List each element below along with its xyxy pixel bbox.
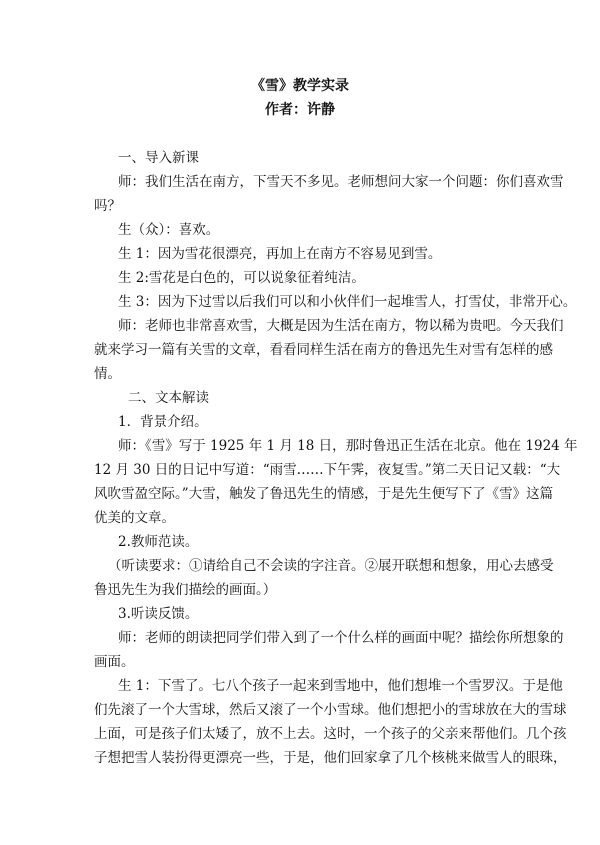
paragraph-line: 生 3：因为下过雪以后我们可以和小伙伴们一起堆雪人，打雪仗，非常开心。 xyxy=(118,294,577,310)
paragraph-line: 师：老师的朗读把同学们带入到了一个什么样的画面中呢？描绘你所想象的 xyxy=(118,630,564,646)
section-heading-intro: 一、导入新课 xyxy=(118,150,199,166)
paragraph-line: 12 月 30 日的日记中写道：“雨雪……下午霁，夜复雪。”第二天日记又载：“大 xyxy=(94,462,561,478)
subheading-background: 1．背景介绍。 xyxy=(118,414,208,430)
paragraph-line: 吗？ xyxy=(94,198,121,214)
paragraph-line: 师：我们生活在南方，下雪天不多见。老师想问大家一个问题：你们喜欢雪 xyxy=(118,174,564,190)
paragraph-line: 优美的文章。 xyxy=(94,510,175,526)
paragraph-line: 画面。 xyxy=(94,654,135,670)
paragraph-line: 风吹雪盈空际。”大雪，触发了鲁迅先生的情感，于是先生便写下了《雪》这篇 xyxy=(94,486,554,502)
paragraph-line: （听读要求：①请给自己不会读的字注音。②展开联想和想象，用心去感受 xyxy=(108,558,554,574)
paragraph-line: 鲁迅先生为我们描绘的画面。） xyxy=(94,582,277,598)
paragraph-line: 上面，可是孩子们太矮了，放不上去。这时，一个孩子的父亲来帮他们。几个孩 xyxy=(94,726,567,742)
paragraph-line: 师：《雪》写于 1925 年 1 月 18 日，那时鲁迅正生活在北京。他在 1924 年 xyxy=(118,438,578,454)
paragraph-line: 师：老师也非常喜欢雪，大概是因为生活在南方，物以稀为贵吧。今天我们 xyxy=(118,318,564,334)
subheading-teacher-reading: 2.教师范读。 xyxy=(118,534,199,550)
paragraph-line: 生 1：下雪了。七八个孩子一起来到雪地中，他们想堆一个雪罗汉。于是他 xyxy=(118,678,563,694)
paragraph-line: 生（众）：喜欢。 xyxy=(118,222,220,238)
paragraph-line: 情。 xyxy=(94,366,121,382)
paragraph-line: 生 1：因为雪花很漂亮，再加上在南方不容易见到雪。 xyxy=(118,246,442,262)
document-author: 作者：许静 xyxy=(265,102,335,118)
paragraph-line: 生 2:雪花是白色的，可以说象征着纯洁。 xyxy=(118,270,365,286)
paragraph-line: 就来学习一篇有关雪的文章，看看同样生活在南方的鲁迅先生对雪有怎样的感 xyxy=(94,342,553,358)
paragraph-line: 子想把雪人装扮得更漂亮一些，于是，他们回家拿了几个核桃来做雪人的眼珠， xyxy=(94,750,567,766)
section-heading-text-analysis: 二、文本解读 xyxy=(128,390,209,406)
document-title: 《雪》教学实录 xyxy=(251,78,349,94)
subheading-feedback: 3.听读反馈。 xyxy=(118,606,199,622)
paragraph-line: 们先滚了一个大雪球，然后又滚了一个小雪球。他们想把小的雪球放在大的雪球 xyxy=(94,702,567,718)
